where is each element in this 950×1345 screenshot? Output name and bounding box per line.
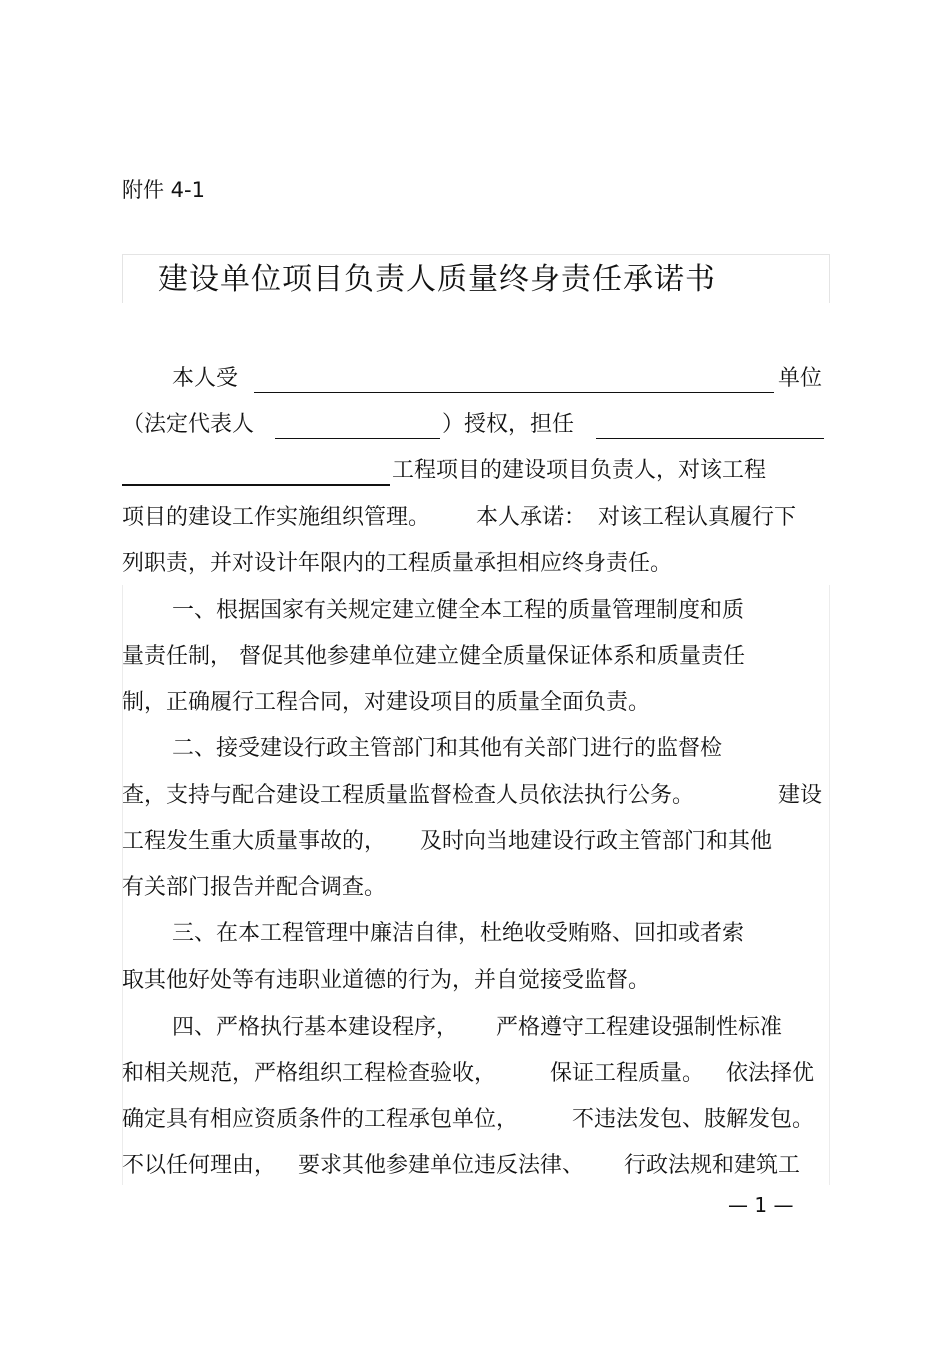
item-four-line-3-a: 确定具有相应资质条件的工程承包单位， <box>122 1107 519 1132</box>
intro-line-4-a: 项目的建设工作实施组织管理。 <box>122 505 431 530</box>
item-four-line-1-a: 四、严格执行基本建设程序， <box>172 1015 459 1040</box>
item-three-line-1: 三、在本工程管理中廉洁自律，杜绝收受贿赂、回扣或者索 <box>172 921 745 946</box>
intro-line-1-end: 单位 <box>778 366 823 391</box>
item-two-line-1: 二、接受建设行政主管部门和其他有关部门进行的监督检 <box>172 736 723 761</box>
item-two-line-3-a: 工程发生重大质量事故的， <box>122 829 387 854</box>
item-four-line-2-a: 和相关规范，严格组织工程检查验收， <box>122 1061 497 1086</box>
item-four-line-2-b: 保证工程质量。 <box>550 1061 705 1086</box>
intro-line-5: 列职责，并对设计年限内的工程质量承担相应终身责任。 <box>122 551 673 576</box>
item-one-line-1: 一、根据国家有关规定建立健全本工程的质量管理制度和质 <box>172 598 745 623</box>
item-two-line-2-b: 建设 <box>778 783 823 808</box>
attachment-label: 附件 4-1 <box>122 178 205 202</box>
intro-line-3-end: 工程项目的建设项目负责人，对该工程 <box>392 458 767 483</box>
intro-line-4-b: 本人承诺： <box>476 505 587 530</box>
page-number: — 1 — <box>728 1193 794 1217</box>
item-three-line-2: 取其他好处等有违职业道德的行为，并自觉接受监督。 <box>122 968 651 993</box>
intro-line-1-start: 本人受 <box>172 366 239 391</box>
document-title: 建设单位项目负责人质量终身责任承诺书 <box>158 262 716 297</box>
item-four-line-3-b: 不违法发包、肢解发包。 <box>572 1107 815 1132</box>
item-two-line-2-a: 查，支持与配合建设工程质量监督检查人员依法执行公务。 <box>122 783 695 808</box>
legal-representative-blank[interactable] <box>275 438 440 439</box>
item-one-line-3: 制，正确履行工程合同，对建设项目的质量全面负责。 <box>122 690 651 715</box>
item-one-line-2: 量责任制， 督促其他参建单位建立健全质量保证体系和质量责任 <box>122 644 745 669</box>
item-two-line-3-b: 及时向当地建设行政主管部门和其他 <box>420 829 773 854</box>
item-four-line-2-c: 依法择优 <box>726 1061 815 1086</box>
position-blank[interactable] <box>596 438 824 439</box>
item-two-line-4: 有关部门报告并配合调查。 <box>122 875 387 900</box>
item-four-line-4-a: 不以任何理由， <box>122 1153 277 1178</box>
intro-line-2-mid: ）授权，担任 <box>442 412 575 437</box>
intro-line-4-c: 对该工程认真履行下 <box>598 505 797 530</box>
item-four-line-4-b: 要求其他参建单位违反法律、 <box>298 1153 585 1178</box>
item-four-line-1-b: 严格遵守工程建设强制性标准 <box>496 1015 783 1040</box>
project-name-blank[interactable] <box>122 484 390 486</box>
intro-line-2-start: （法定代表人 <box>122 412 255 437</box>
item-four-line-4-c: 行政法规和建筑工 <box>624 1153 801 1178</box>
unit-name-blank[interactable] <box>254 392 774 393</box>
